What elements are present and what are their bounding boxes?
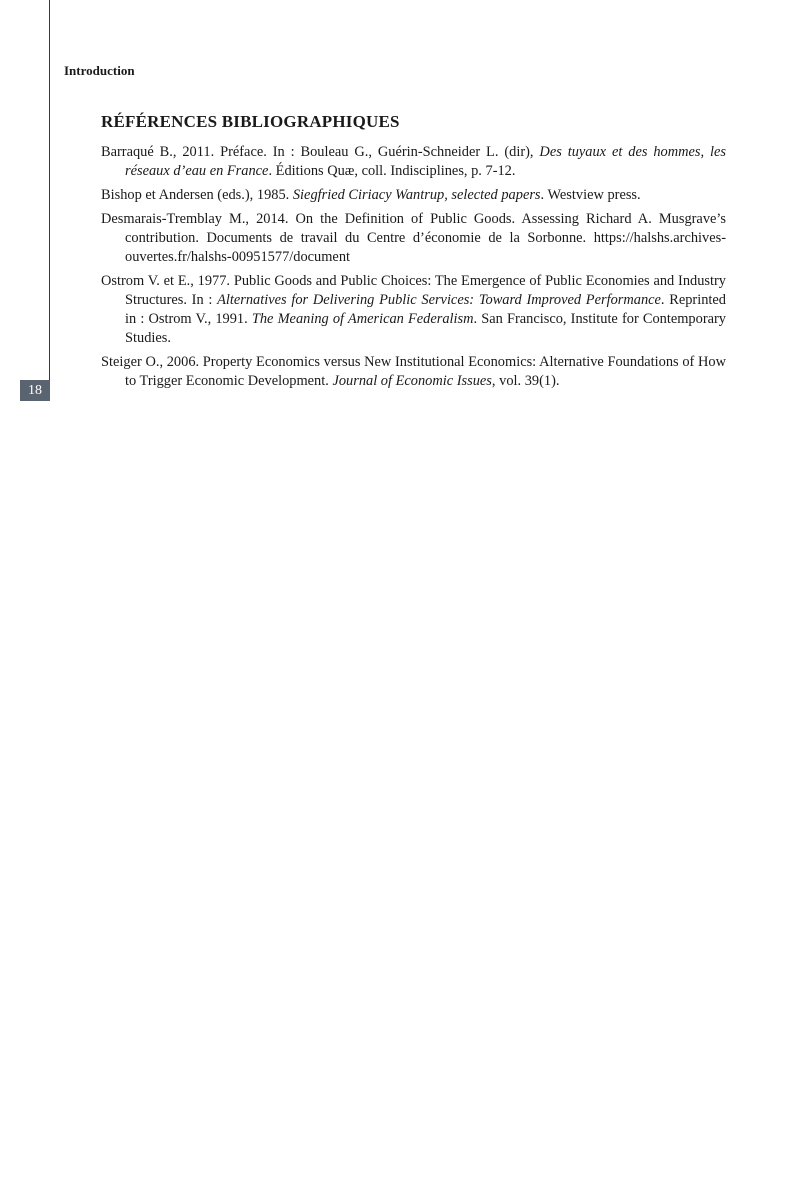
margin-rule bbox=[49, 0, 50, 400]
running-head: Introduction bbox=[64, 63, 135, 78]
reference-item: Desmarais-Tremblay M., 2014. On the Definition of Public Goods. Assessing Richard A. Musgrave’s contribution. Documents de travail du Centre d’économie de la Sorbonne. https://halshs.archives-ouvertes.fr/halshs-00951577/document bbox=[101, 211, 726, 265]
reference-item: Steiger O., 2006. Property Economics versus New Institutional Economics: Alternative Foundations of How to Trigger Economic Development. Journal of Economic Issues, vol. 39(1). bbox=[101, 354, 726, 389]
reference-list bbox=[101, 143, 726, 396]
reference-item: Ostrom V. et E., 1977. Public Goods and Public Choices: The Emergence of Public Economies and Industry Structures. In : Alternatives for Delivering Public Services: Toward Improved Performance. Reprinted in : Ostrom V., 1991. The Meaning of American Federalism. San Francisco, Institute for Contemporary Studies. bbox=[101, 273, 726, 346]
reference-item: Barraqué B., 2011. Préface. In : Bouleau G., Guérin-Schneider L. (dir), Des tuyaux et des hommes, les réseaux d’eau en France. Éditions Quæ, coll. Indisciplines, p. 7-12. bbox=[101, 144, 726, 179]
section-title: RÉFÉRENCES BIBLIOGRAPHIQUES bbox=[101, 112, 400, 131]
page-number: 18 bbox=[20, 380, 50, 401]
reference-item: Bishop et Andersen (eds.), 1985. Siegfried Ciriacy Wantrup, selected papers. Westview press. bbox=[101, 187, 641, 203]
